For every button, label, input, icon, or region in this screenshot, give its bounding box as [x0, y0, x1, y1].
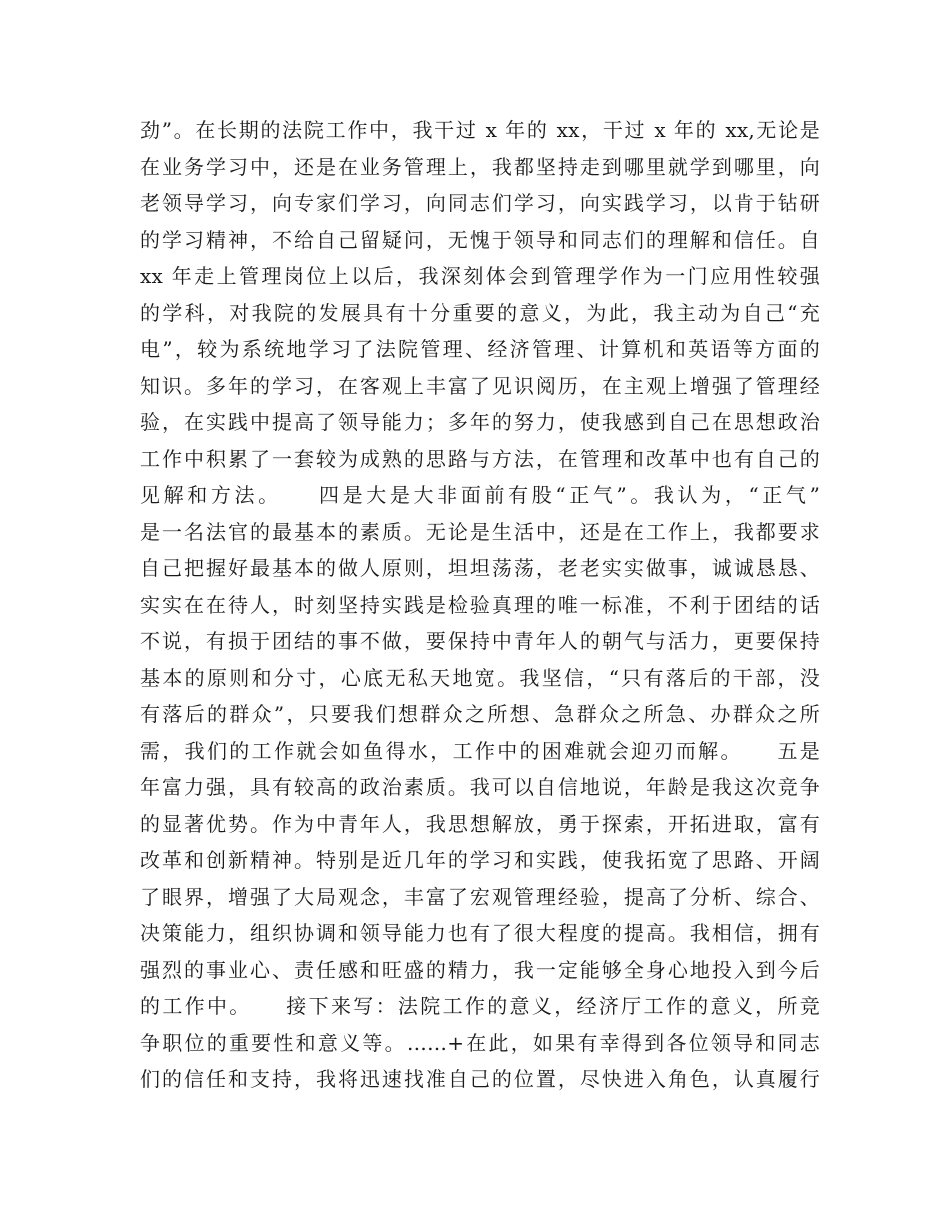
text-line: 电”，较为系统地学习了法院管理、经济管理、计算机和英语等方面的 [140, 337, 820, 361]
text-line: 的工作中。 接下来写：法院工作的意义，经济厅工作的意义，所竞 [140, 994, 820, 1018]
text-line: 的显著优势。作为中青年人，我思想解放，勇于探索，开拓进取，富有 [140, 811, 820, 836]
text-line: 了眼界，增强了大局观念，丰富了宏观管理经验，提高了分析、综合、 [140, 884, 820, 909]
text-line: 的学习精神，不给自己留疑问，无愧于领导和同志们的理解和信任。自 [140, 227, 820, 252]
text-line: 在业务学习中，还是在业务管理上，我都坚持走到哪里就学到哪里，向 [140, 154, 820, 179]
text-line: 基本的原则和分寸，心底无私天地宽。我坚信，“只有落后的干部，没 [140, 665, 820, 690]
text-line: 需，我们的工作就会如鱼得水，工作中的困难就会迎刃而解。 五是 [140, 738, 820, 763]
text-line: 是一名法官的最基本的素质。无论是生活中，还是在工作上，我都要求 [140, 519, 820, 544]
text-line: 年富力强，具有较高的政治素质。我可以自信地说，年龄是我这次竞争 [140, 775, 820, 799]
text-line: 工作中积累了一套较为成熟的思路与方法，在管理和改革中也有自己的 [140, 446, 820, 471]
text-line: 老领导学习，向专家们学习，向同志们学习，向实践学习，以肯于钻研 [140, 191, 820, 215]
text-line: 知识。多年的学习，在客观上丰富了见识阅历，在主观上增强了管理经 [140, 373, 820, 398]
body-text [140, 112, 820, 1098]
text-line: 有落后的群众”，只要我们想群众之所想、急群众之所急、办群众之所 [140, 702, 820, 726]
text-line: 强烈的事业心、责任感和旺盛的精力，我一定能够全身心地投入到今后 [140, 957, 820, 982]
text-line: 的学科，对我院的发展具有十分重要的意义，为此，我主动为自己“充 [140, 300, 820, 325]
text-line: 自己把握好最基本的做人原则，坦坦荡荡，老老实实做事，诚诚恳恳、 [140, 556, 820, 580]
text-line: xx 年走上管理岗位上以后，我深刻体会到管理学作为一门应用性较强 [140, 264, 820, 288]
text-line: 决策能力，组织协调和领导能力也有了很大程度的提高。我相信，拥有 [140, 921, 820, 945]
text-line: 争职位的重要性和意义等。……+在此，如果有幸得到各位领导和同志 [140, 1030, 820, 1055]
text-line: 不说，有损于团结的事不做，要保持中青年人的朝气与活力，更要保持 [140, 629, 820, 653]
text-line: 实实在在待人，时刻坚持实践是检验真理的唯一标准，不利于团结的话 [140, 592, 820, 617]
text-line: 们的信任和支持，我将迅速找准自己的位置，尽快进入角色，认真履行 [140, 1067, 820, 1091]
text-line: 见解和方法。 四是大是大非面前有股“正气”。我认为，“正气” [140, 483, 820, 507]
text-line: 验，在实践中提高了领导能力；多年的努力，使我感到自己在思想政治 [140, 410, 820, 434]
text-line: 改革和创新精神。特别是近几年的学习和实践，使我拓宽了思路、开阔 [140, 848, 820, 872]
text-line: 劲”。在长期的法院工作中，我干过 x 年的 xx，干过 x 年的 xx,无论是 [140, 118, 820, 142]
